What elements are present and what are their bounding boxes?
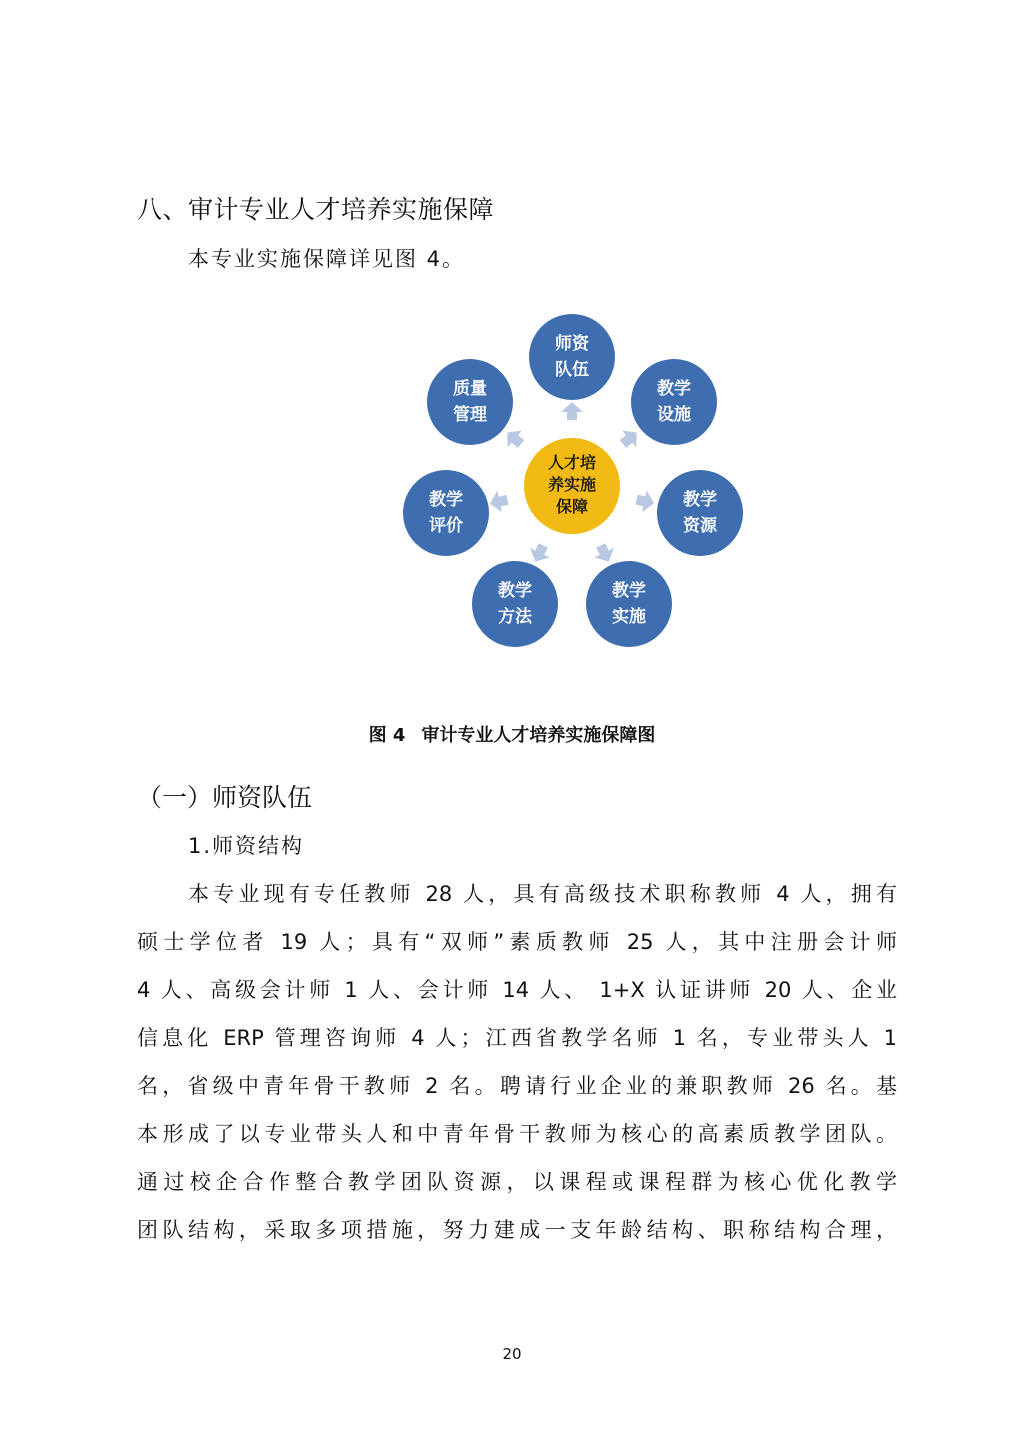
subsection-heading: （一）师资队伍 xyxy=(137,783,313,812)
node-implementation xyxy=(586,561,672,647)
node-label-line2: 管理 xyxy=(453,405,487,425)
node-label-line1: 教学 xyxy=(683,490,717,510)
paragraph-line: 团队结构，采取多项措施，努力建成一支年龄结构、职称结构合理， xyxy=(137,1218,897,1242)
node-label-line2: 队伍 xyxy=(555,360,589,380)
node-label-line2: 资源 xyxy=(683,516,717,536)
paragraph-line: 本专业现有专任教师 28 人，具有高级技术职称教师 4 人，拥有 xyxy=(188,882,897,906)
section-intro: 本专业实施保障详见图 4。 xyxy=(188,247,466,271)
arrow-implementation xyxy=(594,543,614,561)
paragraph-line: 4 人、高级会计师 1 人、会计师 14 人、 1+X 认证讲师 20 人、企业 xyxy=(137,978,897,1002)
node-methods xyxy=(472,561,558,647)
node-quality xyxy=(427,359,513,445)
center-label-line2: 养实施 xyxy=(547,475,597,494)
node-label-line1: 教学 xyxy=(612,581,646,601)
node-label-line1: 教学 xyxy=(657,379,691,399)
node-circle xyxy=(427,359,513,445)
paragraph-line: 本形成了以专业带头人和中青年骨干教师为核心的高素质教学团队。 xyxy=(137,1122,897,1146)
support-diagram xyxy=(395,310,755,650)
node-circle xyxy=(657,470,743,556)
node-circle xyxy=(631,359,717,445)
node-label-line1: 质量 xyxy=(453,379,487,399)
node-label-line2: 方法 xyxy=(498,607,532,627)
node-label-line2: 评价 xyxy=(429,516,463,536)
sub-subsection-heading: 1.师资结构 xyxy=(188,834,305,858)
node-circle xyxy=(529,314,615,400)
paragraph-line: 硕士学位者 19 人；具有“双师”素质教师 25 人，其中注册会计师 xyxy=(137,930,897,954)
center-label-line3: 保障 xyxy=(555,497,589,516)
center-label-line1: 人才培 xyxy=(547,453,597,472)
arrow-facilities xyxy=(620,431,637,448)
node-label-line2: 设施 xyxy=(657,405,691,425)
node-label-line1: 教学 xyxy=(498,581,532,601)
node-circle xyxy=(403,470,489,556)
node-label-line1: 教学 xyxy=(429,490,463,510)
arrow-resources xyxy=(636,491,655,513)
node-evaluation xyxy=(403,470,489,556)
paragraph-line: 通过校企合作整合教学团队资源，以课程或课程群为核心优化教学 xyxy=(137,1170,897,1194)
diagram-svg xyxy=(395,310,755,650)
node-circle xyxy=(472,561,558,647)
arrow-quality xyxy=(507,431,524,448)
arrow-methods xyxy=(530,543,550,561)
page-number: 20 xyxy=(502,1345,522,1363)
figure-title: 审计专业人才培养实施保障图 xyxy=(421,725,656,746)
arrow-evaluation xyxy=(490,491,509,513)
section-heading: 八、审计专业人才培养实施保障 xyxy=(137,195,495,224)
paragraph-line: 名，省级中青年骨干教师 2 名。聘请行业企业的兼职教师 26 名。基 xyxy=(137,1074,897,1098)
node-facilities xyxy=(631,359,717,445)
node-circle xyxy=(586,561,672,647)
arrow-teachers xyxy=(561,402,583,420)
figure-caption xyxy=(0,722,1024,750)
node-resources xyxy=(657,470,743,556)
paragraph xyxy=(137,872,897,1256)
figure-label: 图 4 xyxy=(368,725,406,746)
node-teachers xyxy=(529,314,615,400)
node-label-line1: 师资 xyxy=(555,334,589,354)
paragraph-line: 信息化 ERP 管理咨询师 4 人；江西省教学名师 1 名，专业带头人 1 xyxy=(137,1026,897,1050)
center-node xyxy=(524,438,620,534)
node-label-line2: 实施 xyxy=(612,607,646,627)
